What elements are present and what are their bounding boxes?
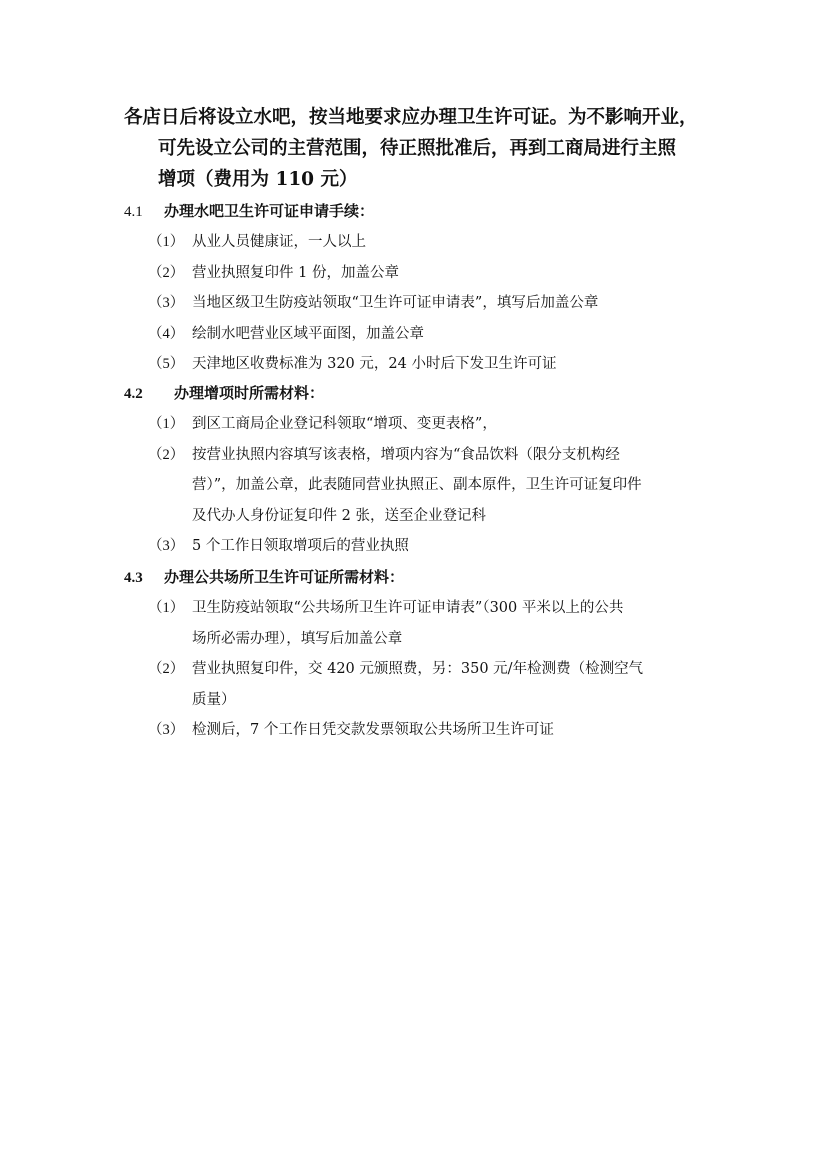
list-item [124, 654, 724, 715]
item-text: 营）”，加盖公章，此表随同营业执照正、副本原件，卫生许可证复印件 [192, 477, 642, 493]
item-index: （1） [148, 234, 185, 250]
item-index: （3） [148, 295, 185, 311]
intro-paragraph [124, 102, 714, 195]
section-number: 4.1 [124, 204, 143, 220]
section-heading [124, 378, 724, 409]
item-text: 营业执照复印件 1 份，加盖公章 [192, 264, 399, 281]
item-index: （2） [148, 661, 185, 677]
item-index: （1） [148, 416, 185, 432]
item-text: 当地区级卫生防疫站领取“卫生许可证申请表”，填写后加盖公章 [192, 295, 599, 311]
item-text: 到区工商局企业登记科领取“增项、变更表格”， [192, 416, 497, 432]
section-4-2 [124, 378, 724, 562]
intro-line: 增项（费用为 110 元） [158, 169, 358, 190]
item-index: （2） [148, 446, 185, 463]
list-item [124, 531, 724, 562]
item-text: 天津地区收费标准为 320 元，24 小时后下发卫生许可证 [192, 356, 557, 372]
list-item [124, 288, 724, 319]
list-item [124, 319, 724, 350]
item-index: （2） [148, 264, 185, 281]
item-index: （3） [148, 538, 185, 554]
section-title: 办理水吧卫生许可证申请手续： [164, 202, 375, 220]
item-text: 按营业执照内容填写该表格，增项内容为“食品饮料（限分支机构经 [192, 446, 620, 463]
item-text: 检测后，7 个工作日凭交款发票领取公共场所卫生许可证 [192, 722, 554, 738]
intro-line: 可先设立公司的主营范围，待正照批准后，再到工商局进行主照 [158, 138, 677, 159]
list-item [124, 227, 724, 258]
item-text: 营业执照复印件，交 420 元颁照费，另：350 元/年检测费（检测空气 [192, 661, 644, 677]
list-item [124, 715, 724, 746]
section-4-3 [124, 562, 724, 746]
section-heading [124, 196, 724, 227]
list-item [124, 440, 724, 532]
item-text: 场所必需办理），填写后加盖公章 [192, 630, 403, 647]
intro-line: 各店日后将设立水吧，按当地要求应办理卫生许可证。为不影响开业， [124, 107, 698, 128]
item-text: 5 个工作日领取增项后的营业执照 [192, 538, 409, 554]
list-item [124, 593, 724, 654]
list-item [124, 349, 724, 380]
item-text: 绘制水吧营业区域平面图，加盖公章 [192, 325, 424, 342]
section-number: 4.3 [124, 570, 143, 586]
section-title: 办理公共场所卫生许可证所需材料： [164, 568, 405, 586]
list-item [124, 258, 724, 289]
item-text: 质量） [192, 691, 236, 708]
section-number: 4.2 [124, 386, 143, 402]
item-text: 卫生防疫站领取“公共场所卫生许可证申请表”（300 平米以上的公共 [192, 600, 624, 616]
section-4-1 [124, 196, 724, 380]
item-text: 从业人员健康证，一人以上 [192, 234, 366, 250]
item-index: （1） [148, 600, 185, 616]
item-index: （5） [148, 356, 185, 372]
list-item [124, 409, 724, 440]
item-index: （3） [148, 722, 185, 738]
item-index: （4） [148, 325, 185, 342]
section-heading [124, 562, 724, 593]
item-text: 及代办人身份证复印件 2 张，送至企业登记科 [192, 507, 486, 524]
section-title: 办理增项时所需材料： [174, 384, 325, 402]
